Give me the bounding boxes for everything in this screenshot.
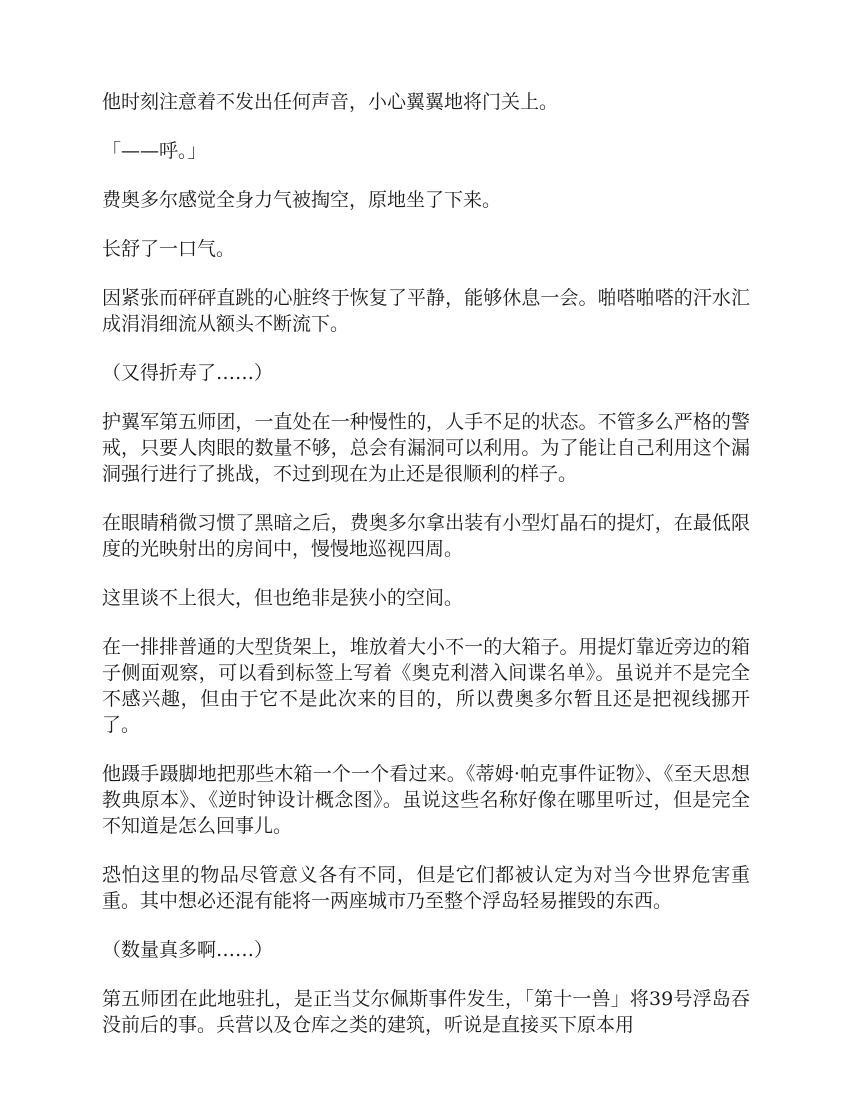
paragraph: 在一排排普通的大型货架上，堆放着大小不一的大箱子。用提灯靠近旁边的箱子侧面观察，可以看到标签上写着《奥克利潜入间谍名单》。虽说并不是完全不感兴趣，但由于它不是此次来的目的，所以费奥多尔暂且还是把视线挪开了。 <box>102 636 750 736</box>
paragraph: 他蹑手蹑脚地把那些木箱一个一个看过来。《蒂姆·帕克事件证物》、《至天思想教典原本》、《逆时钟设计概念图》。虽说这些名称好像在哪里听过，但是完全不知道是怎么回事儿。 <box>102 763 750 837</box>
paragraph: 费奥多尔感觉全身力气被掏空，原地坐了下来。 <box>102 189 502 211</box>
paragraph: 恐怕这里的物品尽管意义各有不同，但是它们都被认定为对当今世界危害重重。其中想必还混有能将一两座城市乃至整个浮岛轻易摧毁的东西。 <box>102 864 750 912</box>
paragraph: 因紧张而砰砰直跳的心脏终于恢复了平静，能够休息一会。啪嗒啪嗒的汗水汇成涓涓细流从额头不断流下。 <box>102 287 750 335</box>
paragraph: 这里谈不上很大，但也绝非是狭小的空间。 <box>102 587 464 609</box>
paragraph: （又得折寿了……） <box>102 362 274 384</box>
paragraph: （数量真多啊……） <box>102 939 274 961</box>
paragraph: 长舒了一口气。 <box>102 238 236 260</box>
paragraph: 「——呼。」 <box>102 140 207 162</box>
paragraph: 第五师团在此地驻扎，是正当艾尔佩斯事件发生，「第十一兽」将39号浮岛吞没前后的事。兵营以及仓库之类的建筑，听说是直接买下原本用 <box>102 988 750 1036</box>
paragraph: 护翼军第五师团，一直处在一种慢性的，人手不足的状态。不管多么严格的警戒，只要人肉眼的数量不够，总会有漏洞可以利用。为了能让自己利用这个漏洞强行进行了挑战，不过到现在为止还是很顺利的样子。 <box>102 411 750 485</box>
paragraph: 他时刻注意着不发出任何声音，小心翼翼地将门关上。 <box>102 91 559 113</box>
paragraph: 在眼睛稍微习惯了黑暗之后，费奥多尔拿出装有小型灯晶石的提灯，在最低限度的光映射出的房间中，慢慢地巡视四周。 <box>102 512 750 560</box>
